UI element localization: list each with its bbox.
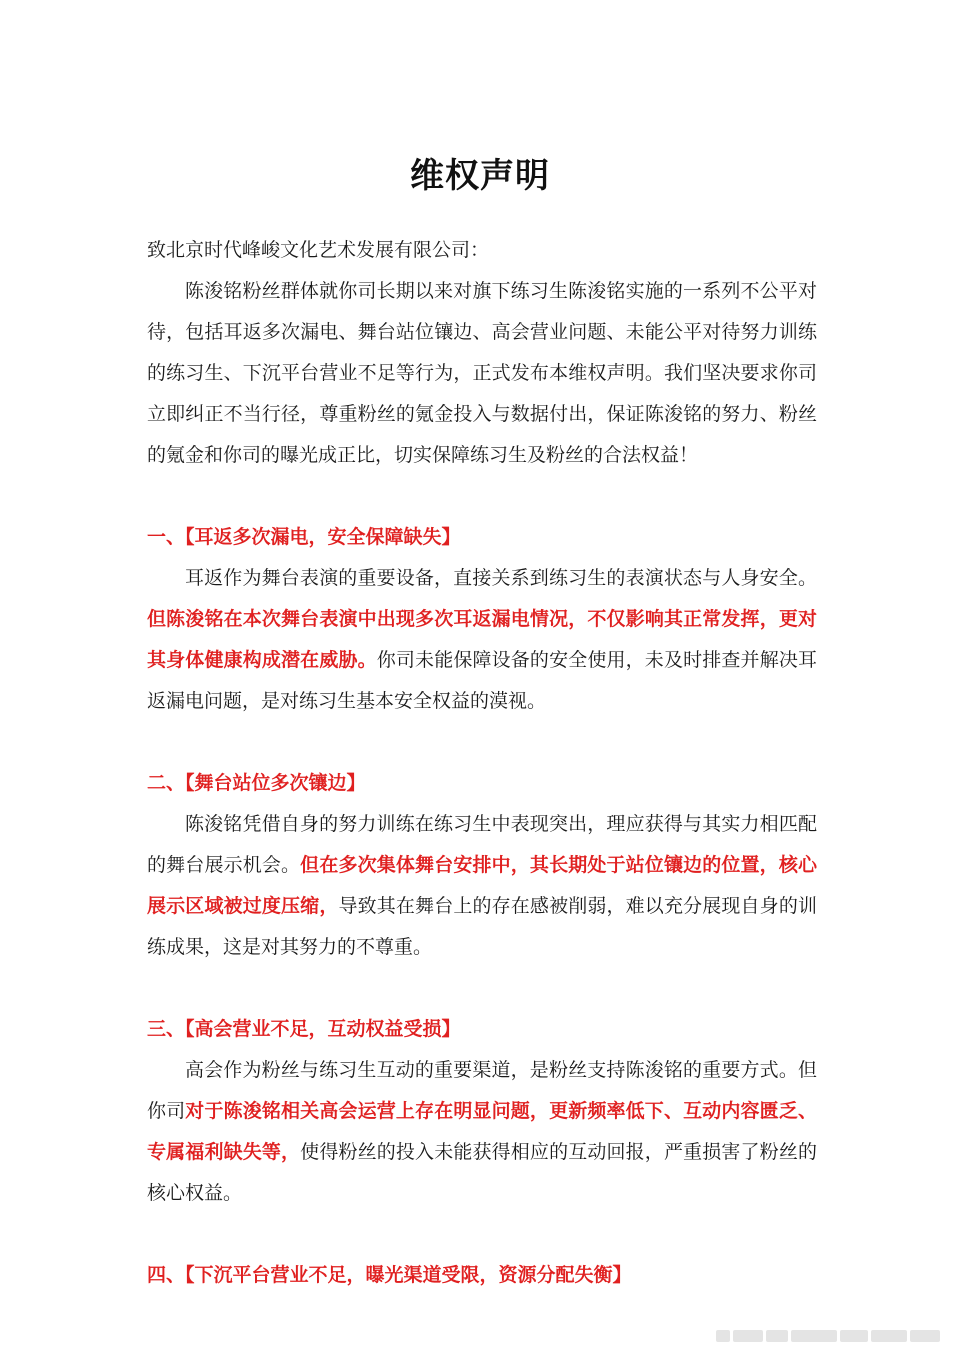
section-heading-4: 四、【下沉平台营业不足，曝光渠道受限，资源分配失衡】 <box>147 1264 632 1286</box>
section-spacer <box>147 1214 817 1255</box>
watermark-block <box>716 1330 730 1342</box>
section-paragraph-1 <box>147 558 817 722</box>
section-1-text-start: 耳返作为舞台表演的重要设备，直接关系到练习生的表演状态与人身安全。 <box>185 567 817 589</box>
section-heading-1: 一、【耳返多次漏电，安全保障缺失】 <box>147 526 461 548</box>
watermark-block <box>871 1330 907 1342</box>
section-3-text-end: 使得粉丝的投入未能获得相应的互动回报，严重损害了粉丝的核心权益。 <box>147 1141 817 1204</box>
watermark-block <box>840 1330 868 1342</box>
section-1-highlight: 但陈浚铭在本次舞台表演中出现多次耳返漏电情况，不仅影响其正常发挥，更对其身体健康构成潜在威胁。 <box>147 608 817 671</box>
section-paragraph-3 <box>147 1050 817 1214</box>
watermark-block <box>733 1330 763 1342</box>
salutation: 致北京时代峰峻文化艺术发展有限公司： <box>147 239 490 261</box>
watermark-block <box>766 1330 788 1342</box>
section-3-text-start: 高会作为粉丝与练习生互动的重要渠道，是粉丝支持陈浚铭的重要方式。但你司 <box>147 1059 817 1122</box>
document-body <box>147 230 817 1296</box>
document-title: 维权声明 <box>410 156 550 196</box>
intro-paragraph: 陈浚铭粉丝群体就你司长期以来对旗下练习生陈浚铭实施的一系列不公平对待，包括耳返多次漏电、舞台站位镶边、高会营业问题、未能公平对待努力训练的练习生、下沉平台营业不足等行为，正式发布本维权声明。我们坚决要求你司立即纠正不当行径，尊重粉丝的氪金投入与数据付出，保证陈浚铭的努力、粉丝的氪金和你司的曝光成正比，切实保障练习生及粉丝的合法权益！ <box>147 280 817 466</box>
section-spacer <box>147 476 817 517</box>
section-paragraph-2 <box>147 804 817 968</box>
section-2-text-end: 导致其在舞台上的存在感被削弱，难以充分展现自身的训练成果，这是对其努力的不尊重。 <box>147 895 817 958</box>
section-spacer <box>147 968 817 1009</box>
section-spacer <box>147 722 817 763</box>
section-2-text-start: 陈浚铭凭借自身的努力训练在练习生中表现突出，理应获得与其实力相匹配的舞台展示机会。 <box>147 813 817 876</box>
watermark-block <box>791 1330 837 1342</box>
section-heading-3: 三、【高会营业不足，互动权益受损】 <box>147 1018 461 1040</box>
section-heading-2: 二、【舞台站位多次镶边】 <box>147 772 366 794</box>
section-2-highlight: 但在多次集体舞台安排中，其长期处于站位镶边的位置，核心展示区域被过度压缩， <box>147 854 817 917</box>
watermark-block <box>910 1330 940 1342</box>
section-3-highlight: 对于陈浚铭相关高会运营上存在明显问题，更新频率低下、互动内容匮乏、专属福利缺失等， <box>147 1100 817 1163</box>
section-1-text-end: 你司未能保障设备的安全使用，未及时排查并解决耳返漏电问题，是对练习生基本安全权益的漠视。 <box>147 649 817 712</box>
watermark <box>716 1327 946 1345</box>
